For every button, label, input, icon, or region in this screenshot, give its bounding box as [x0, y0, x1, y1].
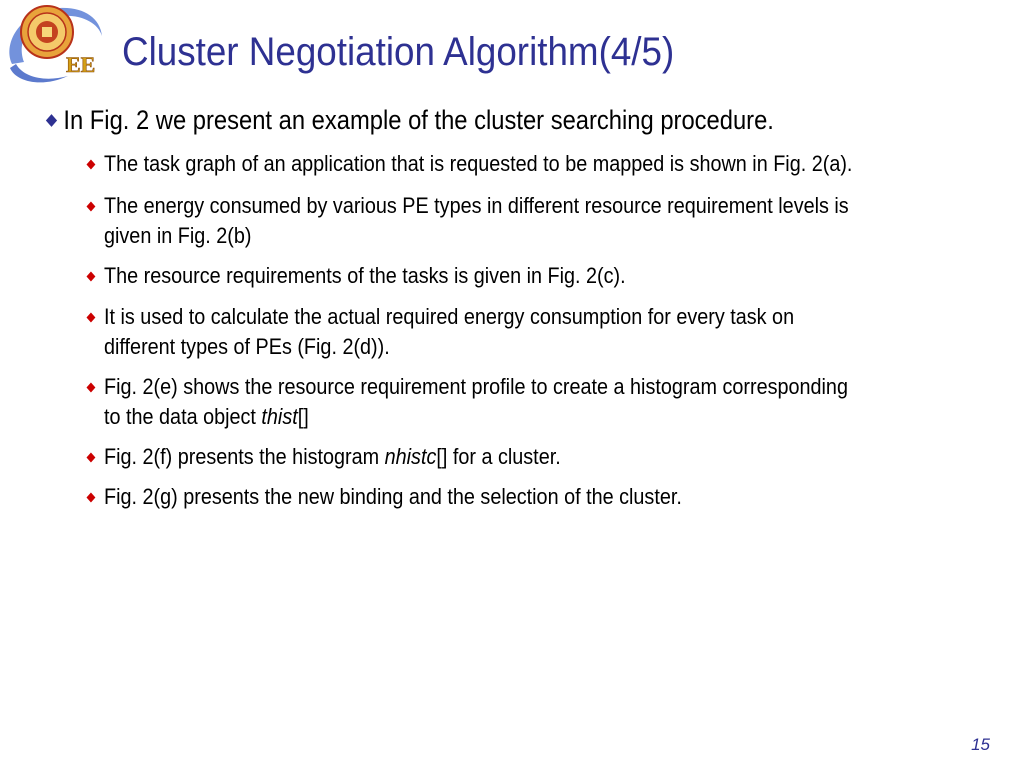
- sub-bullet-7: Fig. 2(g) presents the new binding and the selection of the cluster.: [86, 482, 682, 512]
- sub-bullet-6: Fig. 2(f) presents the histogram nhistc[] for a cluster.: [86, 442, 561, 472]
- sub-bullet-4: It is used to calculate the actual required energy consumption for every task on different types of PEs (Fig. 2(d)).: [86, 302, 794, 362]
- main-bullet-text: In Fig. 2 we present an example of the cluster searching procedure.: [63, 105, 774, 135]
- page-number: 15: [971, 735, 990, 754]
- sub-bullet-5: Fig. 2(e) shows the resource requirement profile to create a histogram corresponding to the data object thist[]: [86, 372, 848, 432]
- slide-title: Cluster Negotiation Algorithm(4/5): [122, 30, 675, 74]
- university-emblem-icon: [2, 2, 106, 88]
- nhistc-term: nhistc: [384, 444, 437, 469]
- sub-bullet-3: The resource requirements of the tasks is given in Fig. 2(c).: [86, 261, 626, 291]
- thist-term: thist: [261, 404, 298, 429]
- main-bullet: [44, 104, 774, 136]
- sub-bullet-2: The energy consumed by various PE types in different resource requirement levels is given in Fig. 2(b): [86, 191, 849, 251]
- logo-text: EE: [66, 52, 96, 77]
- bullet-diamond-icon: [46, 114, 57, 127]
- sub-bullet-1: The task graph of an application that is requested to be mapped is shown in Fig. 2(a).: [86, 149, 852, 179]
